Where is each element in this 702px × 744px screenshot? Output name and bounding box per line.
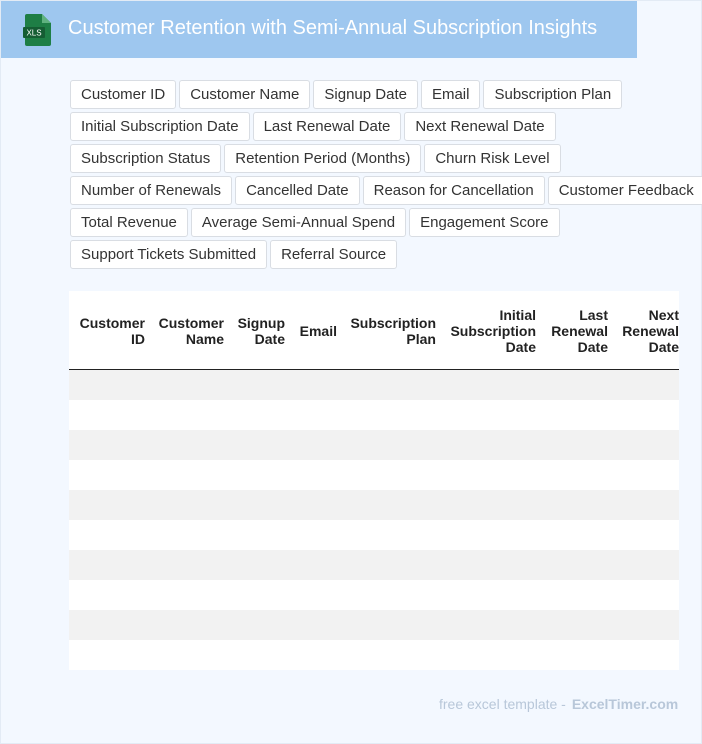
table-row <box>69 610 679 640</box>
field-tag-row <box>70 112 700 144</box>
field-tag: Next Renewal Date <box>404 112 555 141</box>
field-tag-row <box>70 176 700 208</box>
field-tag: Engagement Score <box>409 208 559 237</box>
table-row <box>69 520 679 550</box>
excel-file-icon <box>23 14 51 46</box>
footer-text: free excel template - <box>439 696 566 712</box>
title-banner <box>1 1 637 58</box>
column-header: Email <box>299 323 337 339</box>
field-tag: Last Renewal Date <box>253 112 402 141</box>
column-header: Customer ID <box>79 315 145 347</box>
footer-brand-link[interactable]: ExcelTimer.com <box>571 696 679 712</box>
field-tag: Customer ID <box>70 80 176 109</box>
field-tag-row <box>70 80 700 112</box>
column-header: Initial Subscription Date <box>450 307 536 355</box>
field-tag: Referral Source <box>270 240 397 269</box>
field-tag: Number of Renewals <box>70 176 232 205</box>
data-table <box>69 291 679 670</box>
field-tag-list <box>70 80 700 272</box>
footer-credit <box>439 696 678 712</box>
field-tag: Initial Subscription Date <box>70 112 250 141</box>
field-tag: Email <box>421 80 481 109</box>
column-header: Last Renewal Date <box>551 307 608 355</box>
field-tag: Churn Risk Level <box>424 144 560 173</box>
field-tag: Retention Period (Months) <box>224 144 421 173</box>
field-tag: Total Revenue <box>70 208 188 237</box>
column-header: Next Renewal Date <box>622 307 679 355</box>
table-row <box>69 550 679 580</box>
field-tag-row <box>70 208 700 240</box>
icon-label: XLS <box>26 28 42 38</box>
column-header: Signup Date <box>237 315 285 347</box>
page-title: Customer Retention with Semi-Annual Subscription Insights <box>68 17 598 39</box>
column-header: Customer Name <box>158 315 224 347</box>
table-row <box>69 640 679 670</box>
field-tag: Customer Feedback <box>548 176 702 205</box>
field-tag-row <box>70 144 700 176</box>
column-header: Subscription Plan <box>350 315 436 347</box>
field-tag: Customer Name <box>179 80 310 109</box>
field-tag: Subscription Plan <box>483 80 622 109</box>
table-row <box>69 460 679 490</box>
table-row <box>69 400 679 430</box>
field-tag: Signup Date <box>313 80 418 109</box>
table-row <box>69 430 679 460</box>
field-tag: Reason for Cancellation <box>363 176 545 205</box>
field-tag: Subscription Status <box>70 144 221 173</box>
field-tag: Support Tickets Submitted <box>70 240 267 269</box>
table-row <box>69 580 679 610</box>
field-tag-row <box>70 240 700 272</box>
table-row <box>69 370 679 400</box>
table-row <box>69 490 679 520</box>
table-header <box>69 291 679 370</box>
field-tag: Average Semi-Annual Spend <box>191 208 406 237</box>
field-tag: Cancelled Date <box>235 176 360 205</box>
